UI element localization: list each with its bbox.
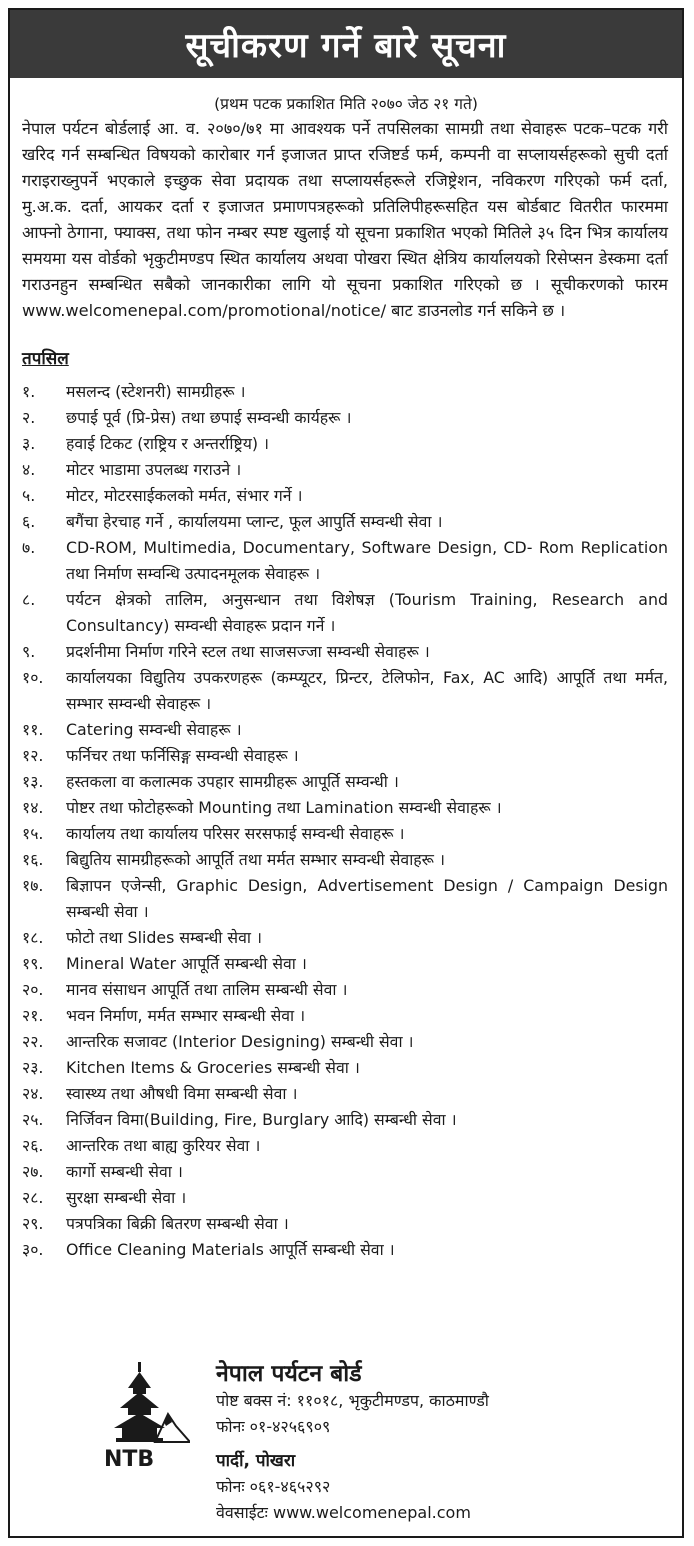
website-link[interactable]: वेवसाईटः www.welcomenepal.com [216,1503,471,1522]
service-item [22,483,668,509]
service-item-text: मसलन्द (स्टेशनरी) सामग्रीहरू । [66,382,246,401]
org-address: पोष्ट बक्स नं: ११०१८, भृकुटीमण्डप, काठमाण्डौ [216,1391,489,1410]
logo-text: NTB [104,1447,155,1472]
branch-name: पार्दी, पोखरा [216,1451,296,1471]
service-item-text: CD-ROM, Multimedia, Documentary, Software Design, CD- Rom Replication तथा निर्माण सम्वन्धि उत्पादनमूलक सेवाहरू । [66,538,668,583]
service-item-text: निर्जिवन विमा(Building, Fire, Burglary आदि) सम्बन्धी सेवा । [66,1110,457,1129]
section-heading: तपसिल [22,349,69,369]
service-item-number: २०. [22,980,44,999]
service-item [22,457,668,483]
service-item [22,847,668,873]
service-item-number: २६. [22,1136,44,1155]
service-item-number: २४. [22,1084,44,1103]
service-item-number: २९. [22,1214,44,1233]
branch-phone: फोनः ०६१-४६५२९२ [216,1477,331,1496]
service-item-number: ५. [22,486,36,505]
service-item-number: ३. [22,434,36,453]
service-item [22,795,668,821]
service-item-number: १०. [22,668,44,687]
service-item-number: १६. [22,850,44,869]
service-item [22,639,668,665]
service-item-text: Catering सम्वन्धी सेवाहरू । [66,720,242,739]
service-item-text: पोष्टर तथा फोटोहरूको Mounting तथा Lamination सम्वन्धी सेवाहरू । [66,798,502,817]
service-item-text: Office Cleaning Materials आपूर्ति सम्बन्धी सेवा । [66,1240,395,1259]
service-item-text: बिद्युतिय सामग्रीहरूको आपूर्ति तथा मर्मत सम्भार सम्वन्धी सेवाहरू । [66,850,445,869]
service-item-number: ११. [22,720,44,739]
service-item [22,1107,668,1133]
service-item [22,873,668,925]
service-item-number: १. [22,382,36,401]
service-item [22,405,668,431]
service-item-number: १९. [22,954,44,973]
service-item-number: ४. [22,460,36,479]
service-item [22,977,668,1003]
notice-frame [8,8,684,1538]
service-item [22,1003,668,1029]
service-item-text: छपाई पूर्व (प्रि-प्रेस) तथा छपाई सम्वन्धी कार्यहरू । [66,408,352,427]
service-item-text: कार्यालय तथा कार्यालय परिसर सरसफाई सम्वन्धी सेवाहरू । [66,824,405,843]
service-item [22,1081,668,1107]
service-item-text: बगैंचा हेरचाह गर्ने , कार्यालयमा प्लान्ट, फूल आपुर्ति सम्वन्धी सेवा । [66,512,443,531]
footer [10,1350,684,1538]
service-item-number: २३. [22,1058,44,1077]
service-item-text: कार्यालयका विद्युतिय उपकरणहरू (कम्प्यूटर, प्रिन्टर, टेलिफोन, Fax, AC आदि) आपूर्ति तथा मर्मत, सम्भार सम्वन्धी सेवाहरू । [66,668,668,713]
service-item-text: पर्यटन क्षेत्रको तालिम, अनुसन्धान तथा विशेषज्ञ (Tourism Training, Research and Consultancy) सम्वन्धी सेवाहरू प्रदान गर्ने । [66,590,668,635]
service-item-text: स्वास्थ्य तथा औषधी विमा सम्बन्धी सेवा । [66,1084,298,1103]
service-item [22,951,668,977]
service-item-number: १८. [22,928,44,947]
service-item-text: आन्तरिक सजावट (Interior Designing) सम्बन्धी सेवा । [66,1032,414,1051]
service-item [22,1185,668,1211]
service-item-text: बिज्ञापन एजेन्सी, Graphic Design, Advertisement Design / Campaign Design सम्बन्धी सेवा । [66,876,668,921]
service-item-number: १२. [22,746,44,765]
service-item-text: फोटो तथा Slides सम्बन्धी सेवा । [66,928,262,947]
service-item [22,821,668,847]
service-item [22,1029,668,1055]
service-item-text: Kitchen Items & Groceries सम्बन्धी सेवा । [66,1058,360,1077]
service-item-text: कार्गो सम्बन्धी सेवा । [66,1162,183,1181]
service-item [22,509,668,535]
service-item-text: आन्तरिक तथा बाह्य कुरियर सेवा । [66,1136,261,1155]
service-item [22,1159,668,1185]
org-contact [216,1356,489,1526]
service-item [22,665,668,717]
service-list [10,379,682,1263]
service-item [22,379,668,405]
service-item-text: प्रदर्शनीमा निर्माण गरिने स्टल तथा साजसज्जा सम्वन्धी सेवाहरू । [66,642,430,661]
service-item-number: ३०. [22,1240,44,1259]
service-item-number: २५. [22,1110,44,1129]
service-item-number: २८. [22,1188,44,1207]
service-item-text: हवाई टिकट (राष्ट्रिय र अन्तर्राष्ट्रिय) । [66,434,270,453]
notice-body: नेपाल पर्यटन बोर्डलाई आ. व. २०७०/७१ मा आवश्यक पर्ने तपसिलका सामग्री तथा सेवाहरू पटक–पटक गरी खरिद गर्न सम्बन्धित विषयको कारोबार गर्न इजाजत प्राप्त रजिष्टर्ड फर्म, कम्पनी वा सप्लायर्सहरूको सुची दर्ता गराइराख्नुपर्ने भएकाले इच्छुक सेवा प्रदायक तथा सप्लायर्सहरूले रजिष्ट्रेशन, नविकरण गरिएको फर्म दर्ता, मु.अ.क. दर्ता, आयकर दर्ता र इजाजत प्रमाणपत्रहरूको प्रतिलिपीहरूसहित यस बोर्डबाट वितरीत फारममा आफ्नो ठेगाना, फ्याक्स, तथा फोन नम्बर स्पष्ट खुलाई यो सूचना प्रकाशित भएको मितिले ३५ दिन भित्र कार्यालय समयमा यस वोर्डको भृकुटीमण्डप स्थित कार्यालय अथवा पोखरा स्थित क्षेत्रिय कार्यालयको रिसेप्सन डेस्कमा दर्ता गराउनहुन सम्बन्धित सबैको जानकारीका लागि यो सूचना प्रकाशित गरिएको छ । सूचीकरणको फारम www.welcomenepal.com/promotional/notice/ बाट डाउनलोड गर्न सकिने छ । [22,119,668,320]
service-item-text: मानव संसाधन आपूर्ति तथा तालिम सम्बन्धी सेवा । [66,980,348,999]
service-item-number: २२. [22,1032,44,1051]
service-item [22,769,668,795]
service-item-text: मोटर, मोटरसाईकलको मर्मत, संभार गर्ने । [66,486,303,505]
org-phone: फोनः ०१-४२५६९०९ [216,1417,331,1436]
service-item-text: पत्रपत्रिका बिक्री बितरण सम्बन्धी सेवा । [66,1214,289,1233]
service-item [22,717,668,743]
org-name: नेपाल पर्यटन बोर्ड [216,1361,362,1387]
service-item [22,1133,668,1159]
service-item-number: २७. [22,1162,44,1181]
service-item-number: १३. [22,772,44,791]
service-item [22,431,668,457]
service-item-text: हस्तकला वा कलात्मक उपहार सामग्रीहरू आपूर्ति सम्वन्धी । [66,772,399,791]
service-item-number: ८. [22,590,36,609]
service-item [22,1237,668,1263]
service-item [22,587,668,639]
service-item-text: Mineral Water आपूर्ति सम्बन्धी सेवा । [66,954,307,973]
service-item-number: ७. [22,538,36,557]
service-item [22,1055,668,1081]
service-item-number: ९. [22,642,36,661]
service-item-number: १५. [22,824,44,843]
notice-title: सूचीकरण गर्ने बारे सूचना [10,10,682,78]
service-item-number: १४. [22,798,44,817]
service-item-text: भवन निर्माण, मर्मत सम्भार सम्बन्धी सेवा । [66,1006,306,1025]
service-item [22,535,668,587]
service-item-number: ६. [22,512,36,531]
service-item-text: फर्निचर तथा फर्निसिङ्ग सम्वन्धी सेवाहरू । [66,746,299,765]
publication-date: (प्रथम पटक प्रकाशित मिति २०७० जेठ २१ गते) [214,95,478,113]
service-item [22,925,668,951]
service-item-text: मोटर भाडामा उपलब्ध गराउने । [66,460,242,479]
service-item-text: सुरक्षा सम्बन्धी सेवा । [66,1188,187,1207]
service-item-number: २१. [22,1006,44,1025]
service-item-number: २. [22,408,36,427]
service-item [22,743,668,769]
service-item [22,1211,668,1237]
service-item-number: १७. [22,876,44,895]
ntb-logo [100,1362,190,1474]
